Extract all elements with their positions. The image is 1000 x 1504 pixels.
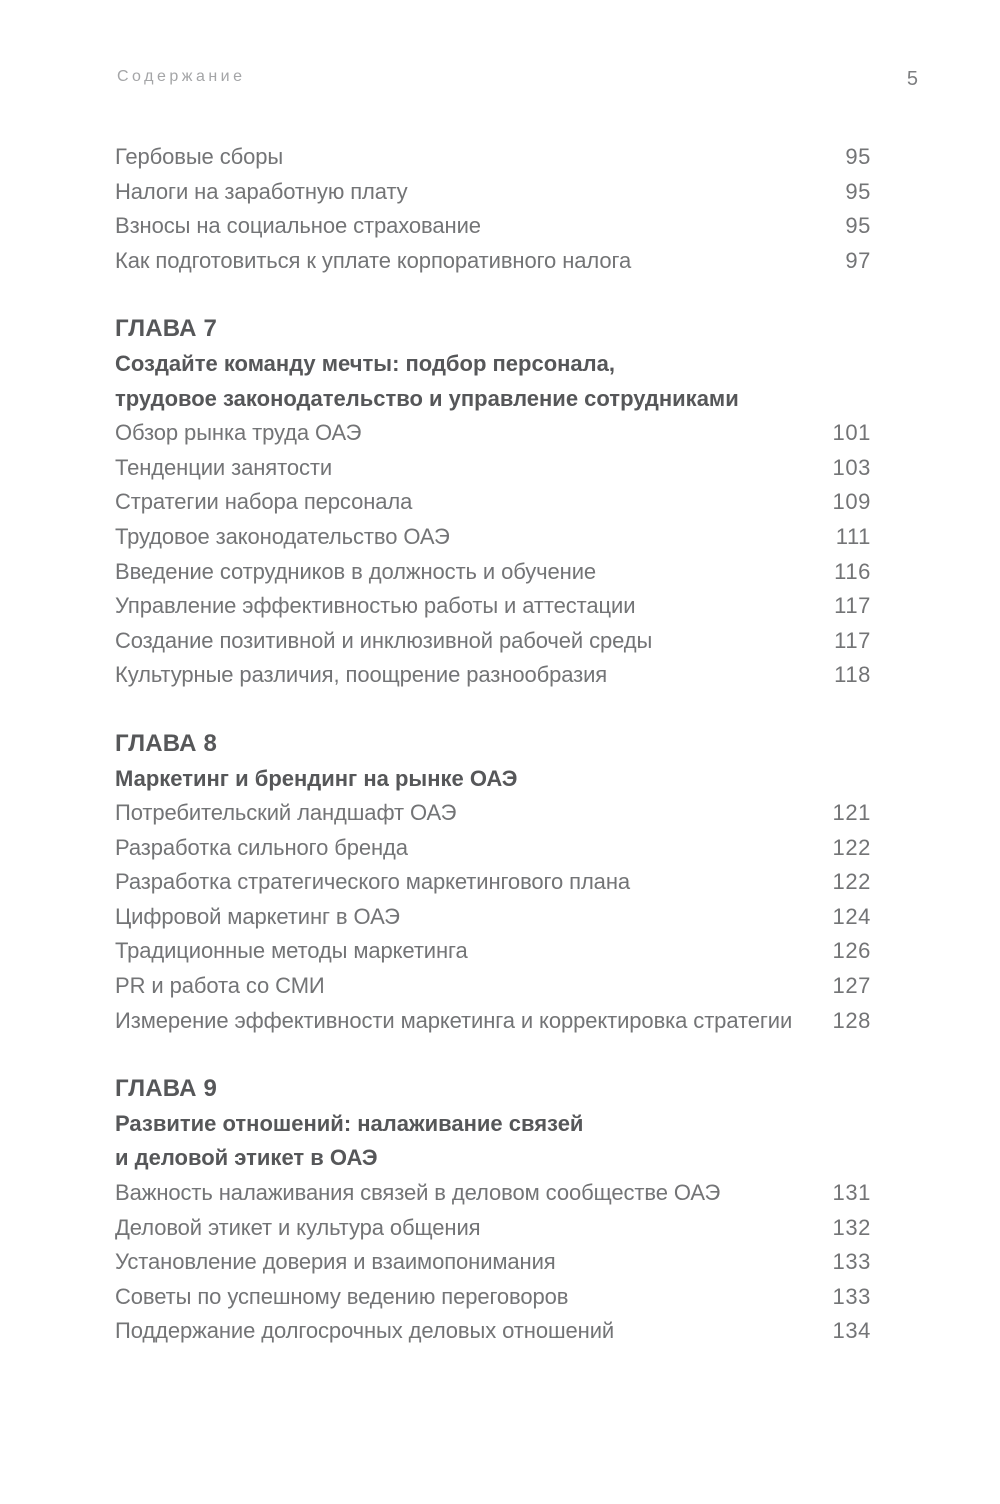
- toc-entry-label: Создание позитивной и инклюзивной рабочей среды: [115, 627, 653, 653]
- toc-entry-page: 116: [834, 558, 871, 584]
- toc-entry-page: 118: [834, 662, 871, 688]
- toc-entry-label: Налоги на заработную плату: [115, 178, 408, 204]
- toc-entry-page: 126: [832, 938, 871, 964]
- chapter-entries: [115, 140, 871, 278]
- toc-entry: [115, 209, 871, 244]
- toc-entry: [115, 1176, 871, 1211]
- chapter-heading: ГЛАВА 8: [115, 729, 218, 757]
- toc-section: [115, 312, 871, 693]
- toc-entry-label: Советы по успешному ведению переговоров: [115, 1283, 569, 1309]
- toc-entry-label: Важность налаживания связей в деловом сообществе ОАЭ: [115, 1180, 721, 1206]
- toc-entry-page: 122: [832, 869, 871, 895]
- toc-entry: [115, 1245, 871, 1280]
- toc-entry-page: 133: [832, 1249, 871, 1275]
- toc-entry-label: Как подготовиться к уплате корпоративного налога: [115, 247, 632, 273]
- toc-entry-page: 109: [832, 489, 871, 515]
- chapter-title: [115, 1107, 871, 1176]
- toc-entry: [115, 865, 871, 900]
- toc-entry: [115, 969, 871, 1004]
- toc-entry-label: Установление доверия и взаимопонимания: [115, 1249, 556, 1275]
- toc-entry: [115, 485, 871, 520]
- chapter-title: [115, 762, 871, 797]
- toc-entry-page: 132: [832, 1214, 871, 1240]
- toc-entry-page: 133: [832, 1283, 871, 1309]
- chapter-title-line: Развитие отношений: налаживание связей: [115, 1110, 584, 1136]
- toc-entry-label: Цифровой маркетинг в ОАЭ: [115, 903, 400, 929]
- toc-entry-label: Гербовые сборы: [115, 144, 284, 169]
- toc-entry-page: 95: [845, 178, 871, 204]
- chapter-heading: ГЛАВА 9: [115, 1075, 218, 1103]
- chapter-entries: [115, 796, 871, 1038]
- toc-entry: [115, 831, 871, 866]
- page-header: [117, 68, 918, 91]
- toc-entry-label: Культурные различия, поощрение разнообразия: [115, 662, 608, 688]
- toc-entry-page: 131: [832, 1180, 871, 1206]
- toc-entry: [115, 140, 871, 175]
- toc-entry: [115, 589, 871, 624]
- toc-entry: [115, 416, 871, 451]
- toc-entry-page: 95: [845, 144, 871, 169]
- toc-entry-label: Разработка стратегического маркетингового плана: [115, 869, 631, 895]
- toc-entry: [115, 244, 871, 279]
- toc-entry-label: Обзор рынка труда ОАЭ: [115, 420, 362, 446]
- running-title: Содержание: [117, 68, 246, 85]
- chapter-title: [115, 347, 871, 416]
- chapter-title-line: и деловой этикет в ОАЭ: [115, 1145, 378, 1171]
- toc-entry: [115, 520, 871, 555]
- toc-entry-label: Традиционные методы маркетинга: [115, 938, 468, 964]
- toc-entry-page: 111: [835, 523, 871, 549]
- toc-entry-page: 134: [832, 1318, 871, 1344]
- chapter-entries: [115, 1176, 871, 1349]
- toc-entry-label: Разработка сильного бренда: [115, 834, 408, 860]
- toc-entry: [115, 451, 871, 486]
- chapter-entries: [115, 416, 871, 693]
- toc-entry: [115, 555, 871, 590]
- toc-entry: [115, 624, 871, 659]
- toc-section: [115, 1072, 871, 1349]
- toc-entry-label: Тенденции занятости: [115, 454, 333, 480]
- toc-entry-page: 117: [834, 593, 871, 619]
- toc-entry-page: 95: [845, 213, 871, 239]
- toc-entry-page: 97: [845, 247, 871, 273]
- toc-entry: [115, 1004, 871, 1039]
- toc-entry-label: Взносы на социальное страхование: [115, 213, 481, 239]
- toc-entry: [115, 1314, 871, 1349]
- toc-entry-page: 127: [832, 973, 871, 999]
- toc-entry-page: 103: [832, 454, 871, 480]
- toc-section: [115, 140, 871, 278]
- chapter-title-line: Создайте команду мечты: подбор персонала,: [115, 350, 615, 376]
- toc-entry-label: Деловой этикет и культура общения: [115, 1214, 481, 1240]
- toc-entry-page: 117: [834, 627, 871, 653]
- toc-entry-page: 128: [832, 1007, 871, 1033]
- toc-entry-label: PR и работа со СМИ: [115, 973, 325, 999]
- toc-entry: [115, 658, 871, 693]
- toc-entry: [115, 1280, 871, 1315]
- toc-entry-label: Введение сотрудников в должность и обучение: [115, 558, 597, 584]
- toc-entry: [115, 796, 871, 831]
- toc-entry-label: Потребительский ландшафт ОАЭ: [115, 800, 457, 826]
- toc-entry-label: Управление эффективностью работы и аттестации: [115, 593, 636, 619]
- toc-entry: [115, 1211, 871, 1246]
- toc-entry-label: Измерение эффективности маркетинга и корректировка стратегии: [115, 1007, 793, 1033]
- toc-entry-page: 122: [832, 834, 871, 860]
- toc-entry: [115, 900, 871, 935]
- toc-entry-label: Трудовое законодательство ОАЭ: [115, 523, 450, 549]
- toc-entry-page: 101: [832, 420, 871, 446]
- chapter-heading: ГЛАВА 7: [115, 315, 218, 343]
- chapter-title-line: трудовое законодательство и управление сотрудниками: [115, 385, 739, 411]
- toc-section: [115, 727, 871, 1038]
- toc-entry: [115, 175, 871, 210]
- table-of-contents: [115, 140, 871, 1349]
- toc-entry-label: Поддержание долгосрочных деловых отношений: [115, 1318, 615, 1344]
- toc-entry-label: Стратегии набора персонала: [115, 489, 413, 515]
- page-number: 5: [906, 68, 918, 90]
- toc-entry-page: 121: [832, 800, 871, 826]
- toc-entry: [115, 934, 871, 969]
- chapter-title-line: Маркетинг и брендинг на рынке ОАЭ: [115, 765, 518, 791]
- toc-entry-page: 124: [832, 903, 871, 929]
